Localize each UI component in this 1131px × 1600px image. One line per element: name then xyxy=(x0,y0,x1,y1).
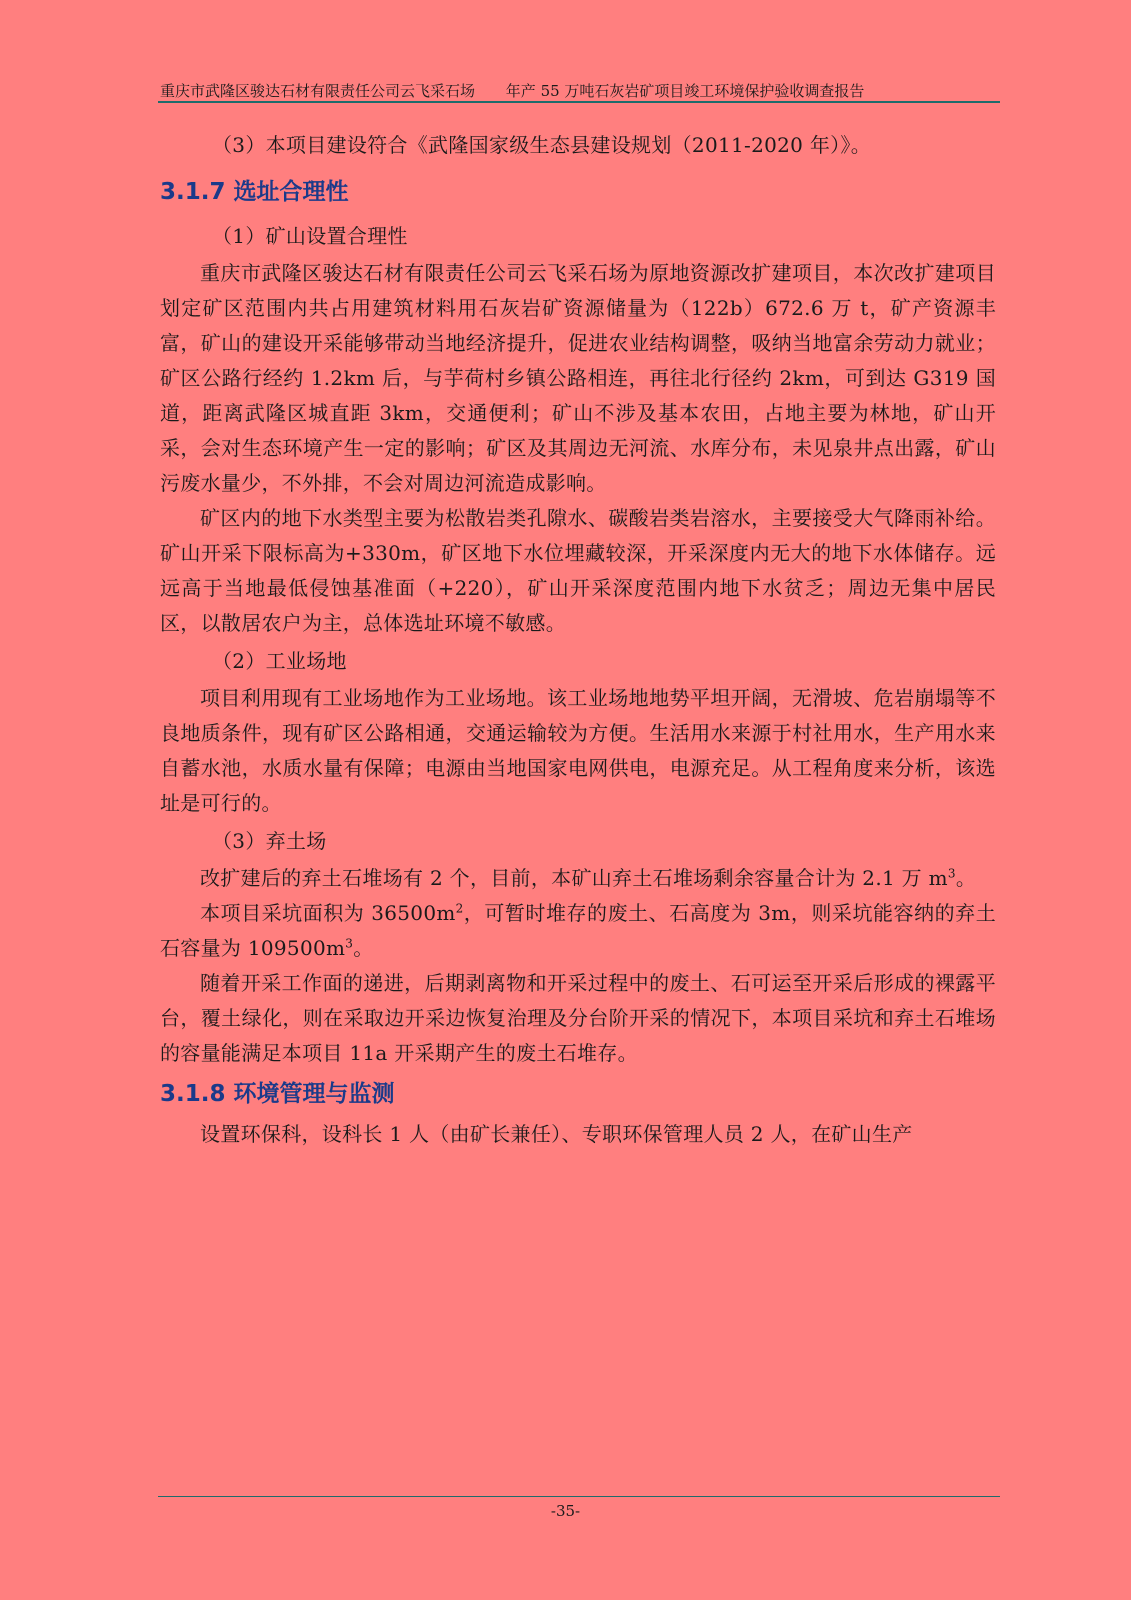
section-heading-3-1-7: 3.1.7 选址合理性 xyxy=(160,179,349,205)
superscript: 3 xyxy=(947,866,956,881)
header-company: 重庆市武隆区骏达石材有限责任公司云飞采石场 xyxy=(160,82,476,100)
subheading-mine-setting: （1）矿山设置合理性 xyxy=(212,224,408,248)
pit-area-text-b: ，可暂时堆存的废土、石高度为 3m，则采坑能容纳的弃土石容量为 109500m xyxy=(160,901,996,960)
paragraph-spoil-capacity xyxy=(160,861,996,896)
paragraph-env-management: 设置环保科，设科长 1 人（由矿长兼任）、专职环保管理人员 2 人，在矿山生产 xyxy=(200,1122,913,1146)
header-rule xyxy=(158,101,1000,103)
header-report-title: 年产 55 万吨石灰岩矿项目竣工环境保护验收调查报告 xyxy=(505,82,865,100)
page-number: -35- xyxy=(550,1502,581,1520)
paragraph-mine-setting: 重庆市武隆区骏达石材有限责任公司云飞采石场为原地资源改扩建项目，本次改扩建项目划定矿区范围内共占用建筑材料用石灰岩矿资源储量为（122b）672.6 万 t，矿产资源丰富，矿山的建设开采能够带动当地经济提升，促进农业结构调整，吸纳当地富余劳动力就业；矿区公路行经约 1.2km 后，与芋荷村乡镇公路相连，再往北行径约 2km，可到达 G319 国道，距离武隆区城直距 3km，交通便利；矿山不涉及基本农田，占地主要为林地，矿山开采，会对生态环境产生一定的影响；矿区及其周边无河流、水库分布，未见泉井点出露，矿山污废水量少，不外排，不会对周边河流造成影响。 xyxy=(160,261,996,495)
footer-rule xyxy=(158,1496,1000,1497)
sentence-end: 。 xyxy=(353,936,374,960)
spoil-capacity-text: 改扩建后的弃土石堆场有 2 个，目前，本矿山弃土石堆场剩余容量合计为 2.1 万 m xyxy=(200,866,948,890)
pit-area-text-a: 本项目采坑面积为 36500m xyxy=(200,901,456,925)
subheading-industrial-site: （2）工业场地 xyxy=(212,649,347,673)
section-heading-3-1-8: 3.1.8 环境管理与监测 xyxy=(160,1081,395,1107)
paragraph-groundwater: 矿区内的地下水类型主要为松散岩类孔隙水、碳酸岩类岩溶水，主要接受大气降雨补给。矿山开采下限标高为+330m，矿区地下水位埋藏较深，开采深度内无大的地下水体储存。远远高于当地最低侵蚀基准面（+220），矿山开采深度范围内地下水贫乏；周边无集中居民区，以散居农户为主，总体选址环境不敏感。 xyxy=(160,506,996,635)
superscript: 2 xyxy=(455,901,464,916)
paragraph-pit-area xyxy=(160,896,996,966)
paragraph-industrial-site: 项目利用现有工业场地作为工业场地。该工业场地地势平坦开阔，无滑坡、危岩崩塌等不良地质条件，现有矿区公路相通，交通运输较为方便。生活用水来源于村社用水，生产用水来自蓄水池，水质水量有保障；电源由当地国家电网供电，电源充足。从工程角度来分析，该选址是可行的。 xyxy=(160,686,996,815)
paragraph-spoil-storage: 随着开采工作面的递进，后期剥离物和开采过程中的废土、石可运至开采后形成的裸露平台，覆土绿化，则在采取边开采边恢复治理及分台阶开采的情况下，本项目采坑和弃土石堆场的容量能满足本项目 11a 开采期产生的废土石堆存。 xyxy=(160,971,996,1065)
superscript: 3 xyxy=(345,936,354,951)
intro-item: （3）本项目建设符合《武隆国家级生态县建设规划（2011-2020 年）》。 xyxy=(212,133,872,157)
running-header xyxy=(160,80,1000,101)
sentence-end: 。 xyxy=(955,866,977,890)
page-content xyxy=(160,128,996,1152)
subheading-spoil-site: （3）弃土场 xyxy=(212,829,327,853)
